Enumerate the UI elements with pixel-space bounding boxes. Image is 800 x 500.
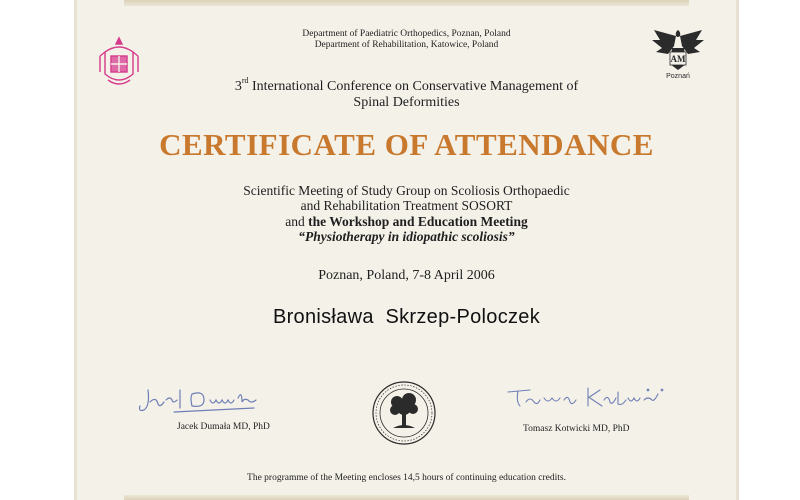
paper-edge-left	[74, 0, 77, 500]
emblem-letters: AM	[670, 54, 686, 64]
signatory-right-name: Tomasz Kotwicki MD, PhD	[523, 424, 630, 434]
place-and-date: Poznan, Poland, 7-8 April 2006	[318, 268, 495, 283]
paper-edge-right	[736, 0, 739, 500]
credits-footer: The programme of the Meeting encloses 14,5 hours of continuing education credits.	[247, 473, 566, 483]
workshop-subtitle: “Physiotherapy in idiopathic scoliosis”	[298, 229, 515, 244]
conference-ordinal: 3	[234, 79, 242, 94]
emblem-caption: Poznań	[666, 73, 690, 80]
conference-title: International Conference on Conservative Management of	[248, 79, 579, 94]
attendee-name: Bronisława Skrzep-Poloczek	[272, 306, 541, 328]
conference-ordinal-suffix: rd	[241, 76, 249, 86]
department-line-1: Department of Paediatric Orthopedics, Poznan, Poland	[302, 29, 511, 39]
department-line-2: Department of Rehabilitation, Katowice, Poland	[314, 40, 499, 50]
certificate-title: CERTIFICATE OF ATTENDANCE	[159, 127, 654, 162]
meeting-line-2: and Rehabilitation Treatment SOSORT	[300, 198, 513, 213]
frame-band-top	[124, 0, 689, 6]
signatory-left-name: Jacek Dumała MD, PhD	[177, 422, 270, 432]
meeting-line-1: Scientific Meeting of Study Group on Scoliosis Orthopaedic	[243, 183, 570, 198]
certificate	[74, 0, 739, 500]
signature-right	[504, 384, 674, 414]
conference-line-2: Spinal Deformities	[353, 95, 460, 110]
signature-left	[134, 384, 264, 418]
frame-band-bottom	[124, 495, 689, 500]
workshop-title: the Workshop and Education Meeting	[308, 214, 528, 229]
meeting-line-3-prefix: and	[285, 214, 309, 229]
meeting-line-3	[74, 214, 739, 229]
tree-seal-icon	[371, 380, 437, 446]
